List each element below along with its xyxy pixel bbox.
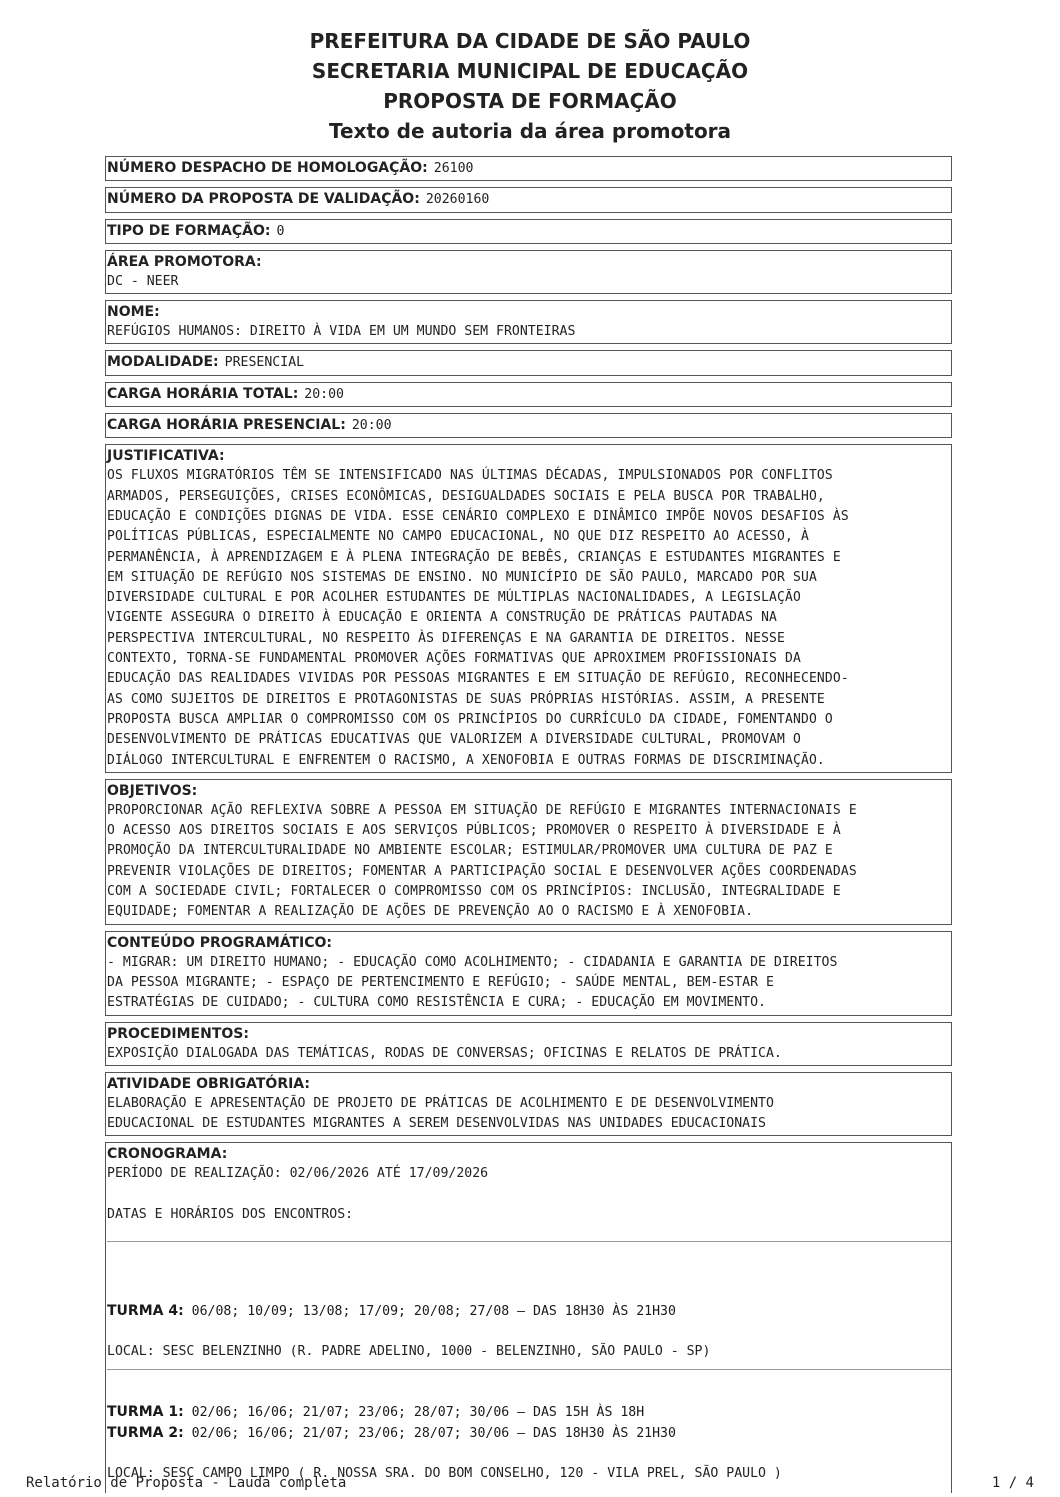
proposal-form — [105, 156, 952, 1493]
field-value: PROPORCIONAR AÇÃO REFLEXIVA SOBRE A PESSOA EM SITUAÇÃO DE REFÚGIO E MIGRANTES INTERNACIONAIS E O ACESSO AOS DIREITOS SOCIAIS E AOS SERVIÇOS PÚBLICOS; PROMOVER O RESPEITO À DIVERSIDADE E À PROMOÇÃO DA INTERCULTURALIDADE NO AMBIENTE ESCOLAR; ESTIMULAR/PROMOVER UMA CULTURA DE PAZ E PREVENIR VIOLAÇÕES DE DIREITOS; FOMENTAR A PARTICIPAÇÃO SOCIAL E DESENVOLVER AÇÕES COORDENADAS COM A SOCIEDADE CIVIL; FORTALECER O COMPROMISSO COM OS PRINCÍPIOS: INCLUSÃO, INTEGRALIDADE E EQUIDADE; FOMENTAR A REALIZAÇÃO DE AÇÕES DE PREVENÇÃO AO O RACISMO E À XENOFOBIA. — [107, 802, 857, 920]
page-footer — [26, 1471, 1034, 1495]
field-label: MODALIDADE: — [107, 354, 219, 371]
field-objetivos — [105, 779, 952, 925]
field-label: CONTEÚDO PROGRAMÁTICO: — [107, 934, 333, 951]
field-label: CARGA HORÁRIA PRESENCIAL: — [107, 417, 346, 434]
turma-4-value: 06/08; 10/09; 13/08; 17/09; 20/08; 27/08 — DAS 18H30 ÀS 21H30 — [183, 1303, 676, 1319]
field-conteudo — [105, 931, 952, 1016]
field-label: NOME: — [107, 304, 160, 321]
turma-2-label: TURMA 2: — [107, 1424, 184, 1441]
field-label: JUSTIFICATIVA: — [107, 448, 225, 465]
turma-4-label: TURMA 4: — [107, 1302, 184, 1319]
turma-2-line — [107, 1423, 951, 1444]
field-value: OS FLUXOS MIGRATÓRIOS TÊM SE INTENSIFICADO NAS ÚLTIMAS DÉCADAS, IMPULSIONADOS POR CONFLITOS ARMADOS, PERSEGUIÇÕES, CRISES ECONÔMICAS, DESIGUALDADES SOCIAIS E PELA BUSCA POR TRABALHO, EDUCAÇÃO E CONDIÇÕES DIGNAS DE VIDA. ESSE CENÁRIO COMPLEXO E DINÂMICO IMPÕE NOVOS DESAFIOS ÀS POLÍTICAS PÚBLICAS, ESPECIALMENTE NO CAMPO EDUCACIONAL, NO QUE DIZ RESPEITO AO ACESSO, À PERMANÊNCIA, À APRENDIZAGEM E À PLENA INTEGRAÇÃO DE BEBÊS, CRIANÇAS E ESTUDANTES MIGRANTES E EM SITUAÇÃO DE REFÚGIO NOS SISTEMAS DE ENSINO. NO MUNICÍPIO DE SÃO PAULO, MARCADO POR SUA DIVERSIDADE CULTURAL E POR ACOLHER ESTUDANTES DE MÚLTIPLAS NACIONALIDADES, A LEGISLAÇÃO VIGENTE ASSEGURA O DIREITO À EDUCAÇÃO E ORIENTA A CONSTRUÇÃO DE PRÁTICAS PAUTADAS NA PERSPECTIVA INTERCULTURAL, NO RESPEITO ÀS DIFERENÇAS E NA GARANTIA DE DIREITOS. NESSE CONTEXTO, TORNA-SE FUNDAMENTAL PROMOVER AÇÕES FORMATIVAS QUE APROXIMEM PROFISSIONAIS DA EDUCAÇÃO DAS REALIDADES VIVIDAS POR PESSOAS MIGRANTES E EM SITUAÇÃO DE REFÚGIO, RECONHECENDO- AS COMO SUJEITOS DE DIREITOS E PROTAGONISTAS DE SUAS PRÓPRIAS HISTÓRIAS. ASSIM, A PRESENTE PROPOSTA BUSCA AMPLIAR O COMPROMISSO COM OS PRINCÍPIOS DO CURRÍCULO DA CIDADE, FOMENTANDO O DESENVOLVIMENTO DE PRÁTICAS EDUCATIVAS QUE VALORIZEM A DIVERSIDADE CULTURAL, PROMOVAM O DIÁLOGO INTERCULTURAL E ENFRENTEM O RACISMO, A XENOFOBIA E OUTRAS FORMAS DE DISCRIMINAÇÃO. — [107, 468, 849, 768]
field-label: NÚMERO DESPACHO DE HOMOLOGAÇÃO: — [107, 160, 428, 176]
page-header — [0, 26, 1060, 146]
field-label: OBJETIVOS: — [107, 782, 198, 799]
field-value: 20:00 — [351, 418, 392, 434]
spacer — [107, 1370, 951, 1402]
field-nome — [105, 300, 952, 344]
cronograma-datas-label: DATAS E HORÁRIOS DOS ENCONTROS: — [107, 1206, 354, 1222]
field-value: DC - NEER — [107, 273, 179, 289]
field-value: 0 — [276, 223, 285, 239]
field-area — [105, 250, 952, 294]
field-label: PROCEDIMENTOS: — [107, 1025, 249, 1042]
field-carga-presencial — [105, 413, 952, 438]
field-despacho — [105, 156, 952, 181]
blank-line — [107, 1322, 951, 1342]
field-value: 26100 — [433, 161, 474, 176]
blank-line — [107, 1185, 951, 1205]
field-label: NÚMERO DA PROPOSTA DE VALIDAÇÃO: — [107, 191, 420, 208]
field-value: PRESENCIAL — [224, 355, 305, 371]
field-procedimentos — [105, 1022, 952, 1066]
field-value: 20260160 — [425, 192, 490, 208]
field-atividade — [105, 1072, 952, 1137]
field-label: CARGA HORÁRIA TOTAL: — [107, 385, 299, 402]
field-label: ÁREA PROMOTORA: — [107, 253, 262, 270]
field-cronograma — [105, 1142, 952, 1493]
header-line-4: Texto de autoria da área promotora — [328, 119, 732, 143]
footer-page-number: 1 / 4 — [991, 1475, 1034, 1491]
field-value: EXPOSIÇÃO DIALOGADA DAS TEMÁTICAS, RODAS DE CONVERSAS; OFICINAS E RELATOS DE PRÁTICA. — [107, 1045, 782, 1061]
field-value: ELABORAÇÃO E APRESENTAÇÃO DE PROJETO DE PRÁTICAS DE ACOLHIMENTO E DE DESENVOLVIMENTO EDUCACIONAL DE ESTUDANTES MIGRANTES A SEREM DESENVOLVIDAS NAS UNIDADES EDUCACIONAIS — [107, 1095, 774, 1132]
field-label: CRONOGRAMA: — [107, 1146, 228, 1163]
local-campo-limpo: LOCAL: SESC CAMPO LIMPO ( R. NOSSA SRA. DO BOM CONSELHO, 120 - VILA PREL, SÃO PAULO ) — [107, 1466, 782, 1482]
cronograma-periodo: PERÍODO DE REALIZAÇÃO: 02/06/2026 ATÉ 17/09/2026 — [107, 1166, 489, 1182]
field-value: - MIGRAR: UM DIREITO HUMANO; - EDUCAÇÃO COMO ACOLHIMENTO; - CIDADANIA E GARANTIA DE DIREITOS DA PESSOA MIGRANTE; - ESPAÇO DE PERTENCIMENTO E REFÚGIO; - SAÚDE MENTAL, BEM-ESTAR E ESTRATÉGIAS DE CUIDADO; - CULTURA COMO RESISTÊNCIA E CURA; - EDUCAÇÃO EM MOVIMENTO. — [107, 954, 838, 1011]
field-tipo — [105, 219, 952, 244]
field-value: REFÚGIOS HUMANOS: DIREITO À VIDA EM UM MUNDO SEM FRONTEIRAS — [107, 324, 576, 340]
turma-2-value: 02/06; 16/06; 21/07; 23/06; 28/07; 30/06 — DAS 18H30 ÀS 21H30 — [183, 1425, 676, 1441]
field-justificativa — [105, 444, 952, 772]
turma-1-label: TURMA 1: — [107, 1403, 184, 1420]
field-value: 20:00 — [304, 386, 344, 402]
spacer — [107, 1242, 951, 1301]
field-label: TIPO DE FORMAÇÃO: — [107, 222, 271, 239]
field-modalidade — [105, 350, 952, 375]
field-label: ATIVIDADE OBRIGATÓRIA: — [107, 1075, 310, 1092]
turma-4-line — [107, 1301, 951, 1322]
field-proposta — [105, 187, 952, 212]
field-carga-total — [105, 382, 952, 407]
turma-1-line — [107, 1402, 951, 1423]
header-line-1: PREFEITURA DA CIDADE DE SÃO PAULO — [309, 29, 751, 53]
header-line-3: PROPOSTA DE FORMAÇÃO — [383, 89, 677, 113]
local-belenzinho: LOCAL: SESC BELENZINHO (R. PADRE ADELINO, 1000 - BELENZINHO, SÃO PAULO - SP) — [107, 1344, 711, 1360]
footer-report-title: Relatório de Proposta - Lauda completa — [26, 1475, 347, 1491]
blank-line — [107, 1444, 951, 1464]
turma-1-value: 02/06; 16/06; 21/07; 23/06; 28/07; 30/06 — DAS 15H ÀS 18H — [183, 1404, 645, 1420]
header-line-2: SECRETARIA MUNICIPAL DE EDUCAÇÃO — [311, 59, 749, 83]
